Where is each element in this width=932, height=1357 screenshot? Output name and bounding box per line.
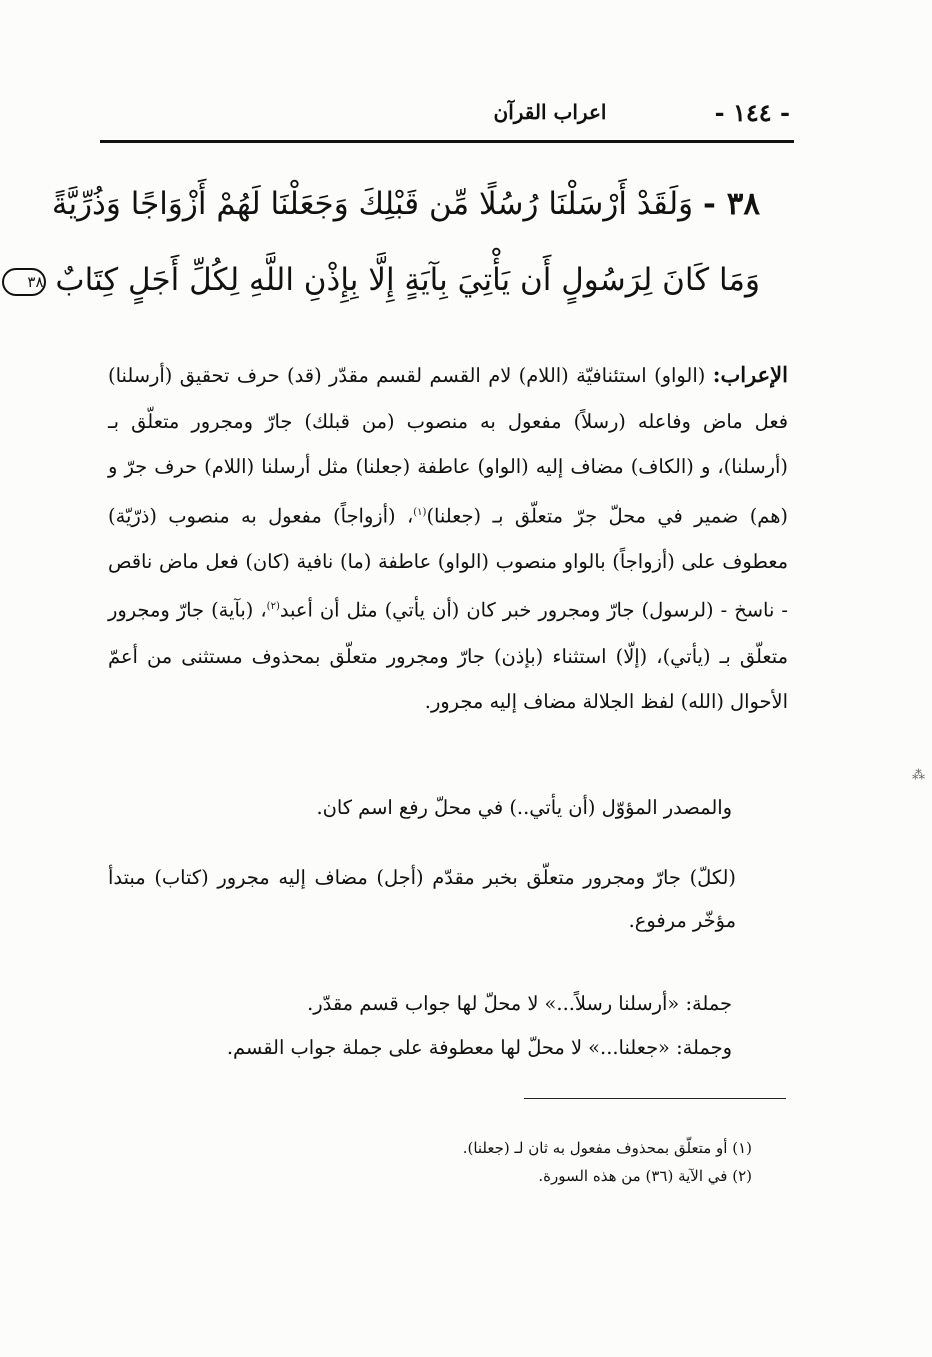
page-number: - ١٤٤ - bbox=[714, 98, 790, 127]
page-header bbox=[100, 98, 792, 128]
masdar-paragraph: والمصدر المؤوّل (أن يأتي..) في محلّ رفع اسم كان. bbox=[316, 796, 732, 819]
footnote-2: (٢) في الآية (٣٦) من هذه السورة. bbox=[538, 1167, 752, 1185]
footnote-ref-1[interactable]: (١) bbox=[413, 506, 427, 518]
sentence-1: جملة: «أرسلنا رسلاً...» لا محلّ لها جواب قسم مقدّر. bbox=[307, 992, 732, 1015]
verse-line-2 bbox=[27, 262, 760, 338]
verse-text-2: وَمَا كَانَ لِرَسُولٍ أَن يَأْتِيَ بِآيَةٍ إِلَّا بِإِذْنِ اللَّهِ لِكُلِّ أَجَلٍ كِتَابٌ bbox=[55, 262, 760, 298]
irab-text-b: ، (أزواجاً) مفعول به منصوب (ذرّيّة) معطوف على (أزواجاً) بالواو منصوب (الواو) عاطفة (ما) نافية (كان) فعل ماض ناقص - ناسخ - (لرسول) جارّ ومجرور خبر كان (أن يأتي) مثل أن أعبد bbox=[108, 504, 788, 622]
likull-paragraph: (لكلّ) جارّ ومجرور متعلّق بخبر مقدّم (أجل) مضاف إليه مجرور (كتاب) مبتدأ مؤخّر مرفوع. bbox=[108, 866, 736, 932]
footnote-1: (١) أو متعلّق بمحذوف مفعول به ثان لـ (جعلنا). bbox=[462, 1139, 752, 1157]
irab-text-c: ، (بآية) جارّ ومجرور متعلّق بـ (يأتي)، (إلّا) استثناء (بإذن) جارّ ومجرور متعلّق بمحذوف مستثنى من أعمّ الأحوال (الله) لفظ الجلالة مضاف إليه مجرور. bbox=[108, 598, 788, 714]
verse-text-1: وَلَقَدْ أَرْسَلْنَا رُسُلًا مِّن قَبْلِكَ وَجَعَلْنَا لَهُمْ أَزْوَاجًا وَذُرِّيَّةً bbox=[51, 186, 694, 222]
irab-text-a: (الواو) استئنافيّة (اللام) لام القسم لقسم مقدّر (قد) حرف تحقيق (أرسلنا) فعل ماض وفاعله (رسلاً) مفعول به منصوب (من قبلك) جارّ ومجرور متعلّق بـ (أرسلنا)، و (الكاف) مضاف إليه (الواو) عاطفة (جعلنا) مثل أرسلنا (اللام) حرف جرّ و (هم) ضمير في محلّ جرّ متعلّق بـ (جعلنا) bbox=[108, 364, 788, 528]
sentences-block bbox=[108, 982, 732, 1070]
footnotes bbox=[380, 1134, 752, 1190]
footnote-rule bbox=[524, 1098, 786, 1099]
quran-verse bbox=[27, 186, 760, 338]
verse-line-1 bbox=[51, 186, 760, 262]
verse-number: ٣٨ - bbox=[703, 186, 760, 222]
scan-speck: ⁂ bbox=[912, 768, 925, 783]
irab-label: الإعراب: bbox=[712, 362, 788, 387]
sentence-2: وجملة: «جعلنا...» لا محلّ لها معطوفة على جملة جواب القسم. bbox=[226, 1036, 732, 1059]
ayah-end-mark: ٣٨ bbox=[2, 268, 46, 296]
footnote-ref-2[interactable]: (٢) bbox=[266, 601, 280, 613]
irab-paragraph bbox=[108, 352, 788, 725]
header-rule bbox=[100, 140, 794, 143]
book-title: اعراب القرآن bbox=[493, 100, 607, 124]
